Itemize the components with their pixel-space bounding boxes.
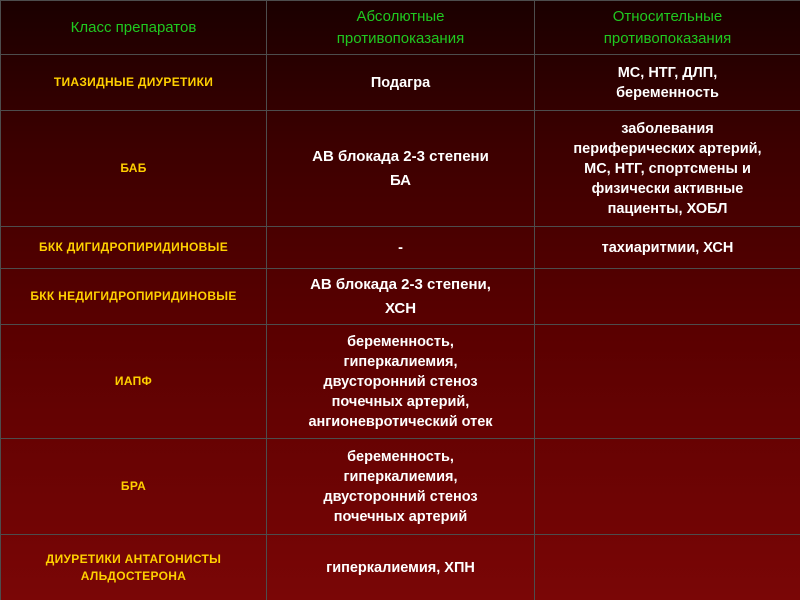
table-row <box>1 269 800 325</box>
relative-line: физически активные <box>591 180 744 197</box>
header-drug-class-text: Класс препаратов <box>70 18 197 36</box>
table-row <box>1 325 800 439</box>
absolute-line: гиперкалиемия, ХПН <box>326 559 475 576</box>
absolute-line: ангионевротический отек <box>308 413 493 430</box>
relative-cell <box>535 535 800 600</box>
absolute-line: - <box>398 239 403 256</box>
relative-line: тахиаритмии, ХСН <box>601 239 734 256</box>
absolute-cell <box>267 55 535 111</box>
relative-line: беременность <box>616 84 719 101</box>
table-row <box>1 439 800 535</box>
absolute-line: беременность, <box>347 333 454 350</box>
drug-class-line: ИАПФ <box>114 374 153 388</box>
absolute-line: почечных артерий, <box>331 393 470 410</box>
header-relative <box>535 1 800 55</box>
relative-line: пациенты, ХОБЛ <box>607 200 728 217</box>
header-absolute <box>267 1 535 55</box>
relative-cell <box>535 227 800 269</box>
absolute-cell <box>267 269 535 325</box>
drug-class-line: БРА <box>120 479 147 493</box>
drug-class-line: АЛЬДОСТЕРОНА <box>80 568 187 583</box>
absolute-cell <box>267 535 535 600</box>
absolute-line: гиперкалиемия, <box>343 353 458 370</box>
header-relative-line: противопоказания <box>603 29 732 47</box>
drug-class-cell <box>1 55 267 111</box>
drug-class-line: ТИАЗИДНЫЕ ДИУРЕТИКИ <box>53 75 214 89</box>
drug-class-line: БКК ДИГИДРОПИРИДИНОВЫЕ <box>38 240 228 254</box>
header-absolute-line: Абсолютные <box>356 7 445 25</box>
relative-cell <box>535 55 800 111</box>
absolute-line: двусторонний стеноз <box>323 488 478 505</box>
drug-class-cell <box>1 269 267 325</box>
absolute-line: гиперкалиемия, <box>343 468 458 485</box>
absolute-line: Подагра <box>370 74 431 91</box>
header-drug-class <box>1 1 267 55</box>
relative-line: заболевания <box>621 120 714 137</box>
absolute-cell <box>267 439 535 535</box>
drug-class-cell <box>1 325 267 439</box>
drug-class-line: БАБ <box>120 161 147 175</box>
absolute-cell <box>267 227 535 269</box>
relative-cell <box>535 111 800 227</box>
absolute-line: беременность, <box>347 448 454 465</box>
drug-class-cell <box>1 227 267 269</box>
drug-class-line: БКК НЕДИГИДРОПИРИДИНОВЫЕ <box>30 289 237 303</box>
relative-line: МС, НТГ, ДЛП, <box>617 64 718 81</box>
header-absolute-line: противопоказания <box>336 29 465 47</box>
relative-line: МС, НТГ, спортсмены и <box>584 160 751 177</box>
absolute-line: АВ блокада 2-3 степени, <box>310 275 491 293</box>
drug-class-cell <box>1 111 267 227</box>
drug-class-cell <box>1 439 267 535</box>
absolute-cell <box>267 111 535 227</box>
header-row <box>1 1 800 55</box>
absolute-line: двусторонний стеноз <box>323 373 478 390</box>
absolute-line: почечных артерий <box>333 508 468 525</box>
absolute-line: ХСН <box>384 299 417 317</box>
relative-cell <box>535 325 800 439</box>
absolute-cell <box>267 325 535 439</box>
relative-cell <box>535 439 800 535</box>
header-relative-line: Относительные <box>612 7 723 25</box>
relative-cell <box>535 269 800 325</box>
table-row <box>1 535 800 600</box>
absolute-line: БА <box>389 171 412 189</box>
table-row <box>1 55 800 111</box>
table-row <box>1 227 800 269</box>
absolute-line: АВ блокада 2-3 степени <box>312 147 489 165</box>
table-row <box>1 111 800 227</box>
drug-class-cell <box>1 535 267 600</box>
relative-line: периферических артерий, <box>573 140 762 157</box>
drug-class-line: ДИУРЕТИКИ АНТАГОНИСТЫ <box>45 551 222 566</box>
